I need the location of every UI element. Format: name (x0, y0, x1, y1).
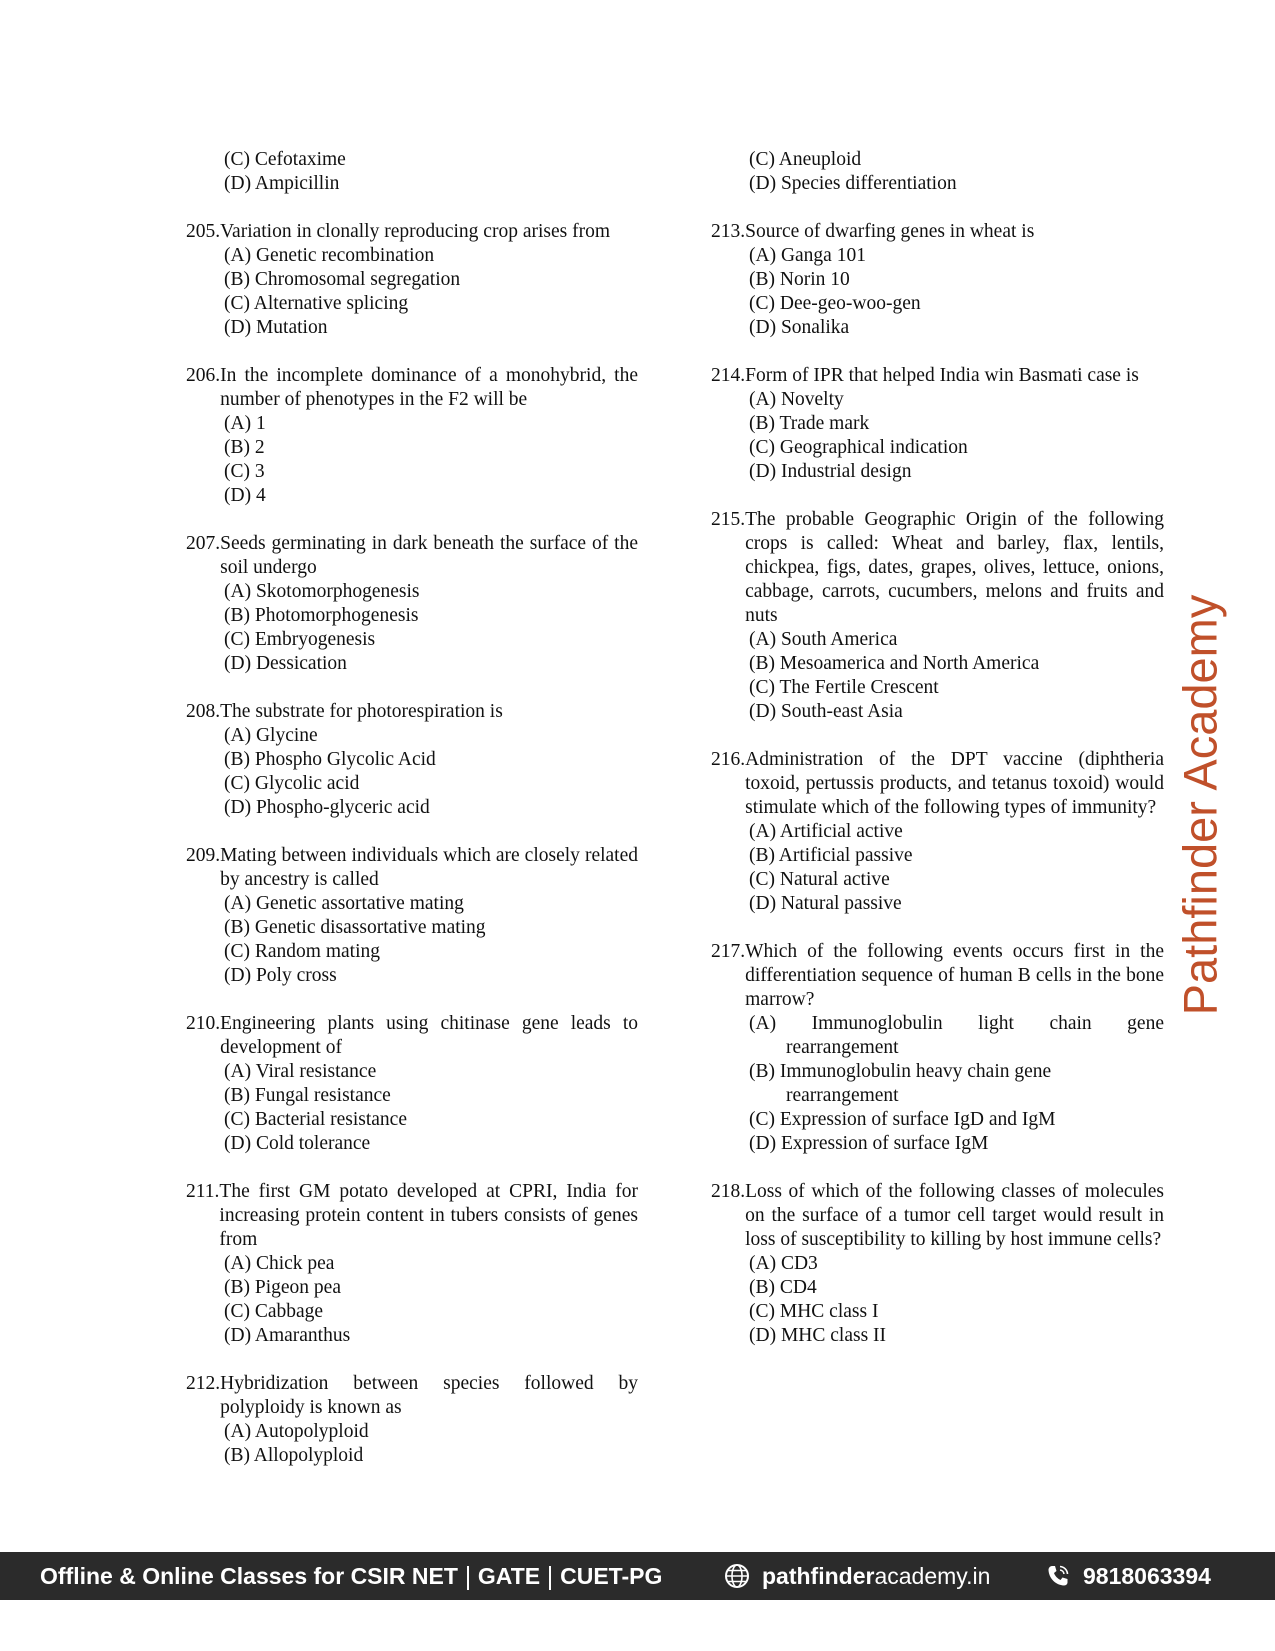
option-d: (D) Species differentiation (749, 173, 957, 194)
classes-text: Offline & Online Classes for CSIR NET (40, 1563, 458, 1589)
question-number: 212. (186, 1373, 221, 1394)
option-c: (C) Glycolic acid (224, 773, 360, 794)
option-a: (A) Autopolyploid (224, 1421, 369, 1442)
option-c: (C) Geographical indication (749, 437, 968, 458)
question-number: 214. (711, 365, 746, 386)
option-a: (A) Novelty (749, 389, 844, 410)
option-c: (C) Aneuploid (749, 149, 862, 170)
option-a: (A) Skotomorphogenesis (224, 581, 420, 602)
question-text: The first GM potato developed at CPRI, India for increasing protein content in tubers consists of genes from (219, 1181, 638, 1250)
question-text: Engineering plants using chitinase gene leads to development of (220, 1013, 638, 1058)
question-217 (711, 940, 1164, 1156)
question-stem (711, 220, 1164, 244)
question-206 (186, 364, 638, 508)
question-stem (711, 940, 1164, 1012)
option-d: (D) Phospho-glyceric acid (224, 797, 430, 818)
option-b: (B) Trade mark (749, 413, 870, 434)
option-c: (C) Alternative splicing (224, 293, 409, 314)
question-stem (186, 844, 638, 892)
option-c: (C) Cefotaxime (224, 149, 346, 170)
option-b-continued: rearrangement (786, 1085, 899, 1106)
question-216 (711, 748, 1164, 916)
divider (467, 1566, 469, 1590)
phone-icon (1045, 1563, 1071, 1589)
question-number: 210. (186, 1013, 221, 1034)
option-b: (B) Norin 10 (749, 269, 850, 290)
option-d: (D) Cold tolerance (224, 1133, 371, 1154)
website-link[interactable] (762, 1563, 990, 1590)
option-c: (C) MHC class I (749, 1301, 879, 1322)
question-215 (711, 508, 1164, 724)
question-number: 213. (711, 221, 746, 242)
option-b: (B) Allopolyploid (224, 1445, 364, 1466)
question-207 (186, 532, 638, 676)
option-d: (D) Dessication (224, 653, 347, 674)
footer-classes (40, 1563, 662, 1590)
option-b: (B) Photomorphogenesis (224, 605, 419, 626)
option-a: (A) Glycine (224, 725, 318, 746)
question-stem (186, 532, 638, 580)
option-b: (B) Artificial passive (749, 845, 913, 866)
question-text: Hybridization between species followed by polyploidy is known as (220, 1373, 638, 1418)
question-text: The substrate for photorespiration is (220, 701, 503, 722)
question-stem (186, 364, 638, 412)
question-text: Source of dwarfing genes in wheat is (745, 221, 1035, 242)
question-number: 217. (711, 941, 746, 962)
option-d: (D) Industrial design (749, 461, 912, 482)
question-text: In the incomplete dominance of a monohybrid, the number of phenotypes in the F2 will be (220, 365, 638, 410)
option-b: (B) Mesoamerica and North America (749, 653, 1040, 674)
globe-icon (724, 1563, 750, 1589)
option-c: (C) Bacterial resistance (224, 1109, 407, 1130)
question-number: 209. (186, 845, 221, 866)
question-number: 207. (186, 533, 221, 554)
option-d: (D) MHC class II (749, 1325, 887, 1346)
option-c: (C) 3 (224, 461, 265, 482)
option-a-continued: rearrangement (786, 1037, 899, 1058)
option-d: (D) Mutation (224, 317, 328, 338)
option-a: (A) 1 (224, 413, 266, 434)
option-b: (B) CD4 (749, 1277, 817, 1298)
question-208 (186, 700, 638, 820)
website-bold: pathfinder (762, 1563, 875, 1589)
question-stem (186, 1372, 638, 1420)
divider (549, 1566, 551, 1590)
gate-text: GATE (477, 1563, 541, 1589)
question-213 (711, 220, 1164, 340)
question-212-continued (711, 148, 1164, 196)
watermark: Pathfinder Academy (1173, 594, 1227, 1016)
option-a: (A) Ganga 101 (749, 245, 866, 266)
option-b: (B) Fungal resistance (224, 1085, 391, 1106)
option-d: (D) Sonalika (749, 317, 850, 338)
question-text: Variation in clonally reproducing crop arises from (220, 221, 611, 242)
option-b: (B) Phospho Glycolic Acid (224, 749, 436, 770)
question-211 (186, 1180, 638, 1348)
question-number: 218. (711, 1181, 746, 1202)
question-number: 206. (186, 365, 221, 386)
question-stem (711, 364, 1164, 388)
question-text: Loss of which of the following classes of molecules on the surface of a tumor cell target would result in loss of susceptibility to killing by host immune cells? (745, 1181, 1164, 1250)
option-b: (B) 2 (224, 437, 265, 458)
question-210 (186, 1012, 638, 1156)
option-c: (C) The Fertile Crescent (749, 677, 939, 698)
phone-number[interactable]: 9818063394 (1083, 1563, 1211, 1589)
question-text: Which of the following events occurs first in the differentiation sequence of human B cells in the bone marrow? (745, 941, 1164, 1010)
option-c: (C) Random mating (224, 941, 380, 962)
cuet-text: CUET-PG (560, 1563, 663, 1589)
option-c: (C) Cabbage (224, 1301, 324, 1322)
question-text: Seeds germinating in dark beneath the surface of the soil undergo (220, 533, 638, 578)
question-205 (186, 220, 638, 340)
question-text: The probable Geographic Origin of the following crops is called: Wheat and barley, flax, lentils, chickpea, figs, dates, grapes, olives, lettuce, onions, cabbage, carrots, cucumbers, melons and fruits and nuts (745, 509, 1164, 626)
question-stem (711, 508, 1164, 628)
question-number: 216. (711, 749, 746, 770)
website-rest: academy.in (874, 1563, 991, 1589)
question-218 (711, 1180, 1164, 1348)
option-a: (A) Chick pea (224, 1253, 335, 1274)
option-d: (D) Amaranthus (224, 1325, 351, 1346)
option-d: (D) 4 (224, 485, 266, 506)
question-stem (711, 748, 1164, 820)
question-209 (186, 844, 638, 988)
option-c: (C) Dee-geo-woo-gen (749, 293, 921, 314)
question-text: Mating between individuals which are closely related by ancestry is called (220, 845, 638, 890)
option-d: (D) Ampicillin (224, 173, 340, 194)
question-204-continued (186, 148, 638, 196)
option-a: (A) Viral resistance (224, 1061, 377, 1082)
option-d: (D) Poly cross (224, 965, 337, 986)
question-text: Form of IPR that helped India win Basmati case is (745, 365, 1139, 386)
option-a: (A) South America (749, 629, 898, 650)
option-a: (A) CD3 (749, 1253, 818, 1274)
question-stem (186, 220, 638, 244)
option-d: (D) Expression of surface IgM (749, 1133, 989, 1154)
option-b: (B) Chromosomal segregation (224, 269, 461, 290)
option-c: (C) Natural active (749, 869, 890, 890)
question-214 (711, 364, 1164, 484)
option-a: (A) Genetic recombination (224, 245, 435, 266)
option-b: (B) Immunoglobulin heavy chain gene (749, 1061, 1052, 1082)
option-a: (A) Genetic assortative mating (224, 893, 464, 914)
right-column (711, 148, 1164, 1372)
option-b: (B) Pigeon pea (224, 1277, 341, 1298)
question-stem (711, 1180, 1164, 1252)
option-a: (A) Immunoglobulin light chain gene (749, 1013, 1164, 1034)
option-d: (D) Natural passive (749, 893, 902, 914)
option-b: (B) Genetic disassortative mating (224, 917, 486, 938)
question-text: Administration of the DPT vaccine (diphtheria toxoid, pertussis products, and tetanus toxoid) would stimulate which of the following types of immunity? (745, 749, 1164, 818)
question-stem (186, 1012, 638, 1060)
question-number: 211. (186, 1181, 220, 1202)
question-stem (186, 1180, 638, 1252)
option-c: (C) Embryogenesis (224, 629, 376, 650)
option-a: (A) Artificial active (749, 821, 903, 842)
option-c: (C) Expression of surface IgD and IgM (749, 1109, 1056, 1130)
question-number: 208. (186, 701, 221, 722)
left-column (186, 148, 638, 1492)
question-stem (186, 700, 638, 724)
option-d: (D) South-east Asia (749, 701, 903, 722)
question-number: 215. (711, 509, 746, 530)
question-number: 205. (186, 221, 221, 242)
question-212 (186, 1372, 638, 1468)
footer-banner (0, 1552, 1275, 1600)
